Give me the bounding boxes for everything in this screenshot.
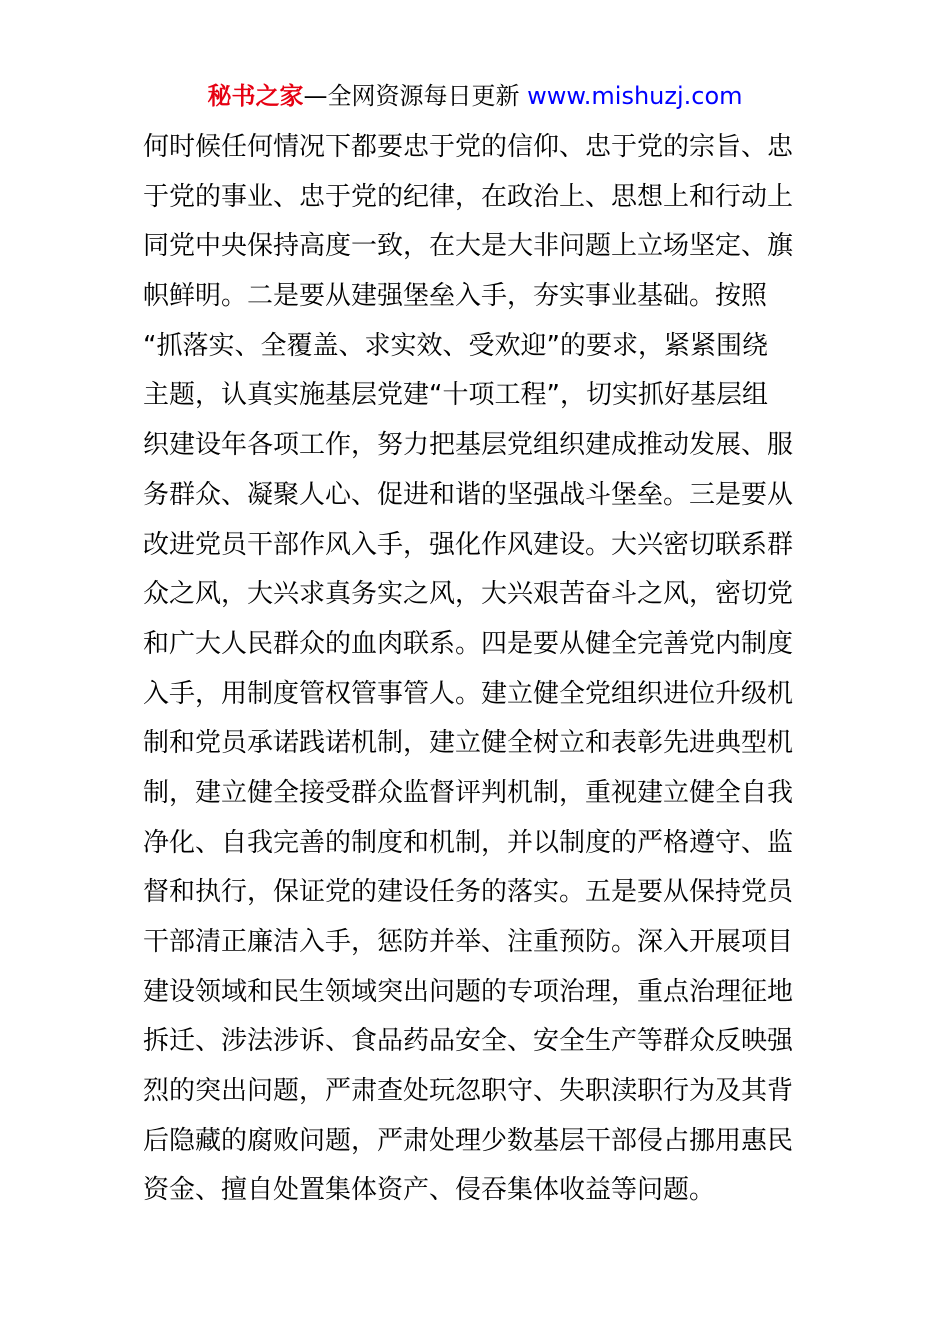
text-line: “抓落实、全覆盖、求实效、受欢迎”的要求，紧紧围绕 (143, 330, 768, 361)
text-line: 何时候任何情况下都要忠于党的信仰、忠于党的宗旨、忠 (143, 132, 794, 162)
text-line: 建设领域和民生领域突出问题的专项治理，重点治理征地 (143, 976, 794, 1007)
text-line: 同党中央保持高度一致，在大是大非问题上立场坚定、旗 (143, 231, 794, 262)
text-line: 资金、擅自处置集体资产、侵吞集体收益等问题。 (143, 1175, 716, 1206)
brand-name: 秘书之家 (207, 82, 304, 110)
text-line: 主题，认真实施基层党建“十项工程”，切实抓好基层组 (143, 380, 768, 411)
site-url-link[interactable]: www.mishuzj.com (527, 82, 743, 110)
text-line: 拆迁、涉法涉诉、食品药品安全、安全生产等群众反映强 (143, 1026, 794, 1057)
text-line: 制和党员承诺践诺机制，建立健全树立和表彰先进典型机 (143, 728, 794, 759)
text-line: 干部清正廉洁入手，惩防并举、注重预防。深入开展项目 (143, 927, 794, 957)
text-line: 众之风，大兴求真务实之风，大兴艰苦奋斗之风，密切党 (143, 579, 794, 610)
text-line: 帜鲜明。二是要从建强堡垒入手，夯实事业基础。按照 (143, 281, 768, 312)
body-text (143, 123, 808, 1216)
header-tagline: —全网资源每日更新 (303, 82, 528, 110)
text-line: 净化、自我完善的制度和机制，并以制度的严格遵守、监 (143, 827, 794, 858)
text-line: 入手，用制度管权管事管人。建立健全党组织进位升级机 (143, 678, 794, 709)
page-header (0, 78, 950, 114)
text-line: 务群众、凝聚人心、促进和谐的坚强战斗堡垒。三是要从 (143, 479, 794, 510)
text-line: 织建设年各项工作，努力把基层党组织建成推动发展、服 (143, 430, 794, 461)
text-line: 后隐藏的腐败问题，严肃处理少数基层干部侵占挪用惠民 (143, 1125, 794, 1156)
text-line: 制，建立健全接受群众监督评判机制，重视建立健全自我 (143, 777, 794, 808)
text-line: 督和执行，保证党的建设任务的落实。五是要从保持党员 (143, 877, 794, 908)
text-line: 烈的突出问题，严肃查处玩忽职守、失职渎职行为及其背 (143, 1076, 794, 1107)
text-line: 于党的事业、忠于党的纪律，在政治上、思想上和行动上 (143, 181, 794, 212)
text-line: 改进党员干部作风入手，强化作风建设。大兴密切联系群 (143, 529, 794, 560)
text-line: 和广大人民群众的血肉联系。四是要从健全完善党内制度 (143, 628, 794, 659)
